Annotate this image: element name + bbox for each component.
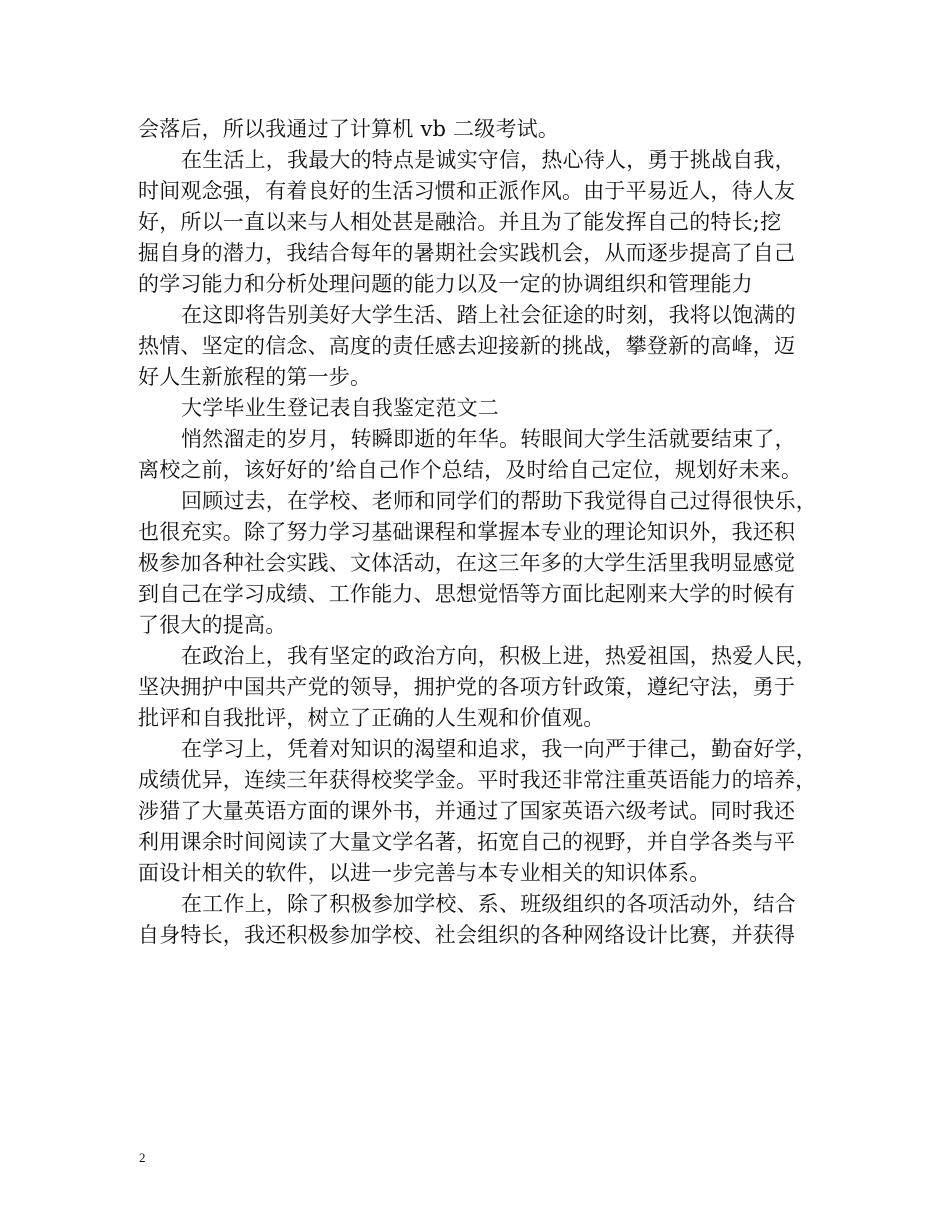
text-line: 会落后，所以我通过了计算机 vb 二级考试。 [138,117,560,141]
text-line: 在生活上，我最大的特点是诚实守信，热心待人，勇于挑战自我， [181,148,796,172]
text-line: 在工作上，除了积极参加学校、系、班级组织的各项活动外，结合 [181,892,796,916]
text-line: 回顾过去，在学校、老师和同学们的帮助下我觉得自己过得很快乐， [181,489,817,513]
text-line: 了很大的提高。 [138,613,287,637]
page-number: 2 [139,1150,146,1165]
text-line: 在学习上，凭着对知识的渴望和追求，我一向严于律己，勤奋好学， [181,737,817,761]
text-line: 自身特长，我还积极参加学校、社会组织的各种网络设计比赛，并获得 [138,923,796,947]
text-line: 利用课余时间阅读了大量文学名著，拓宽自己的视野，并自学各类与平 [138,830,796,854]
text-line: 热情、坚定的信念、高度的责任感去迎接新的挑战，攀登新的高峰，迈 [138,334,796,358]
section-heading: 大学毕业生登记表自我鉴定范文二 [181,396,499,420]
text-line: 时间观念强，有着良好的生活习惯和正派作风。由于平易近人，待人友 [138,179,796,203]
document-body [138,114,818,951]
text-line: 掘自身的潜力，我结合每年的暑期社会实践机会，从而逐步提高了自己 [138,241,796,265]
text-line: 到自己在学习成绩、工作能力、思想觉悟等方面比起刚来大学的时候有 [138,582,796,606]
text-line: 批评和自我批评，树立了正确的人生观和价值观。 [138,706,605,730]
text-line: 在这即将告别美好大学生活、踏上社会征途的时刻，我将以饱满的 [181,303,796,327]
text-line: 的学习能力和分析处理问题的能力以及一定的协调组织和管理能力 [138,272,753,296]
text-line: 面设计相关的软件，以进一步完善与本专业相关的知识体系。 [138,861,711,885]
text-line: 坚决拥护中国共产党的领导，拥护党的各项方针政策，遵纪守法，勇于 [138,675,796,699]
text-line: 离校之前，该好好的’给自己作个总结，及时给自己定位，规划好未来。 [138,458,803,482]
text-line: 好，所以一直以来与人相处甚是融洽。并且为了能发挥自己的特长;挖 [138,210,782,234]
text-line: 极参加各种社会实践、文体活动，在这三年多的大学生活里我明显感觉 [138,551,796,575]
text-line: 好人生新旅程的第一步。 [138,365,372,389]
text-line: 在政治上，我有坚定的政治方向，积极上进，热爱祖国，热爱人民， [181,644,817,668]
text-line: 也很充实。除了努力学习基础课程和掌握本专业的理论知识外，我还积 [138,520,796,544]
text-line: 涉猎了大量英语方面的课外书，并通过了国家英语六级考试。同时我还 [138,799,796,823]
text-line: 悄然溜走的岁月，转瞬即逝的年华。转眼间大学生活就要结束了， [181,427,796,451]
text-line: 成绩优异，连续三年获得校奖学金。平时我还非常注重英语能力的培养， [138,768,817,792]
